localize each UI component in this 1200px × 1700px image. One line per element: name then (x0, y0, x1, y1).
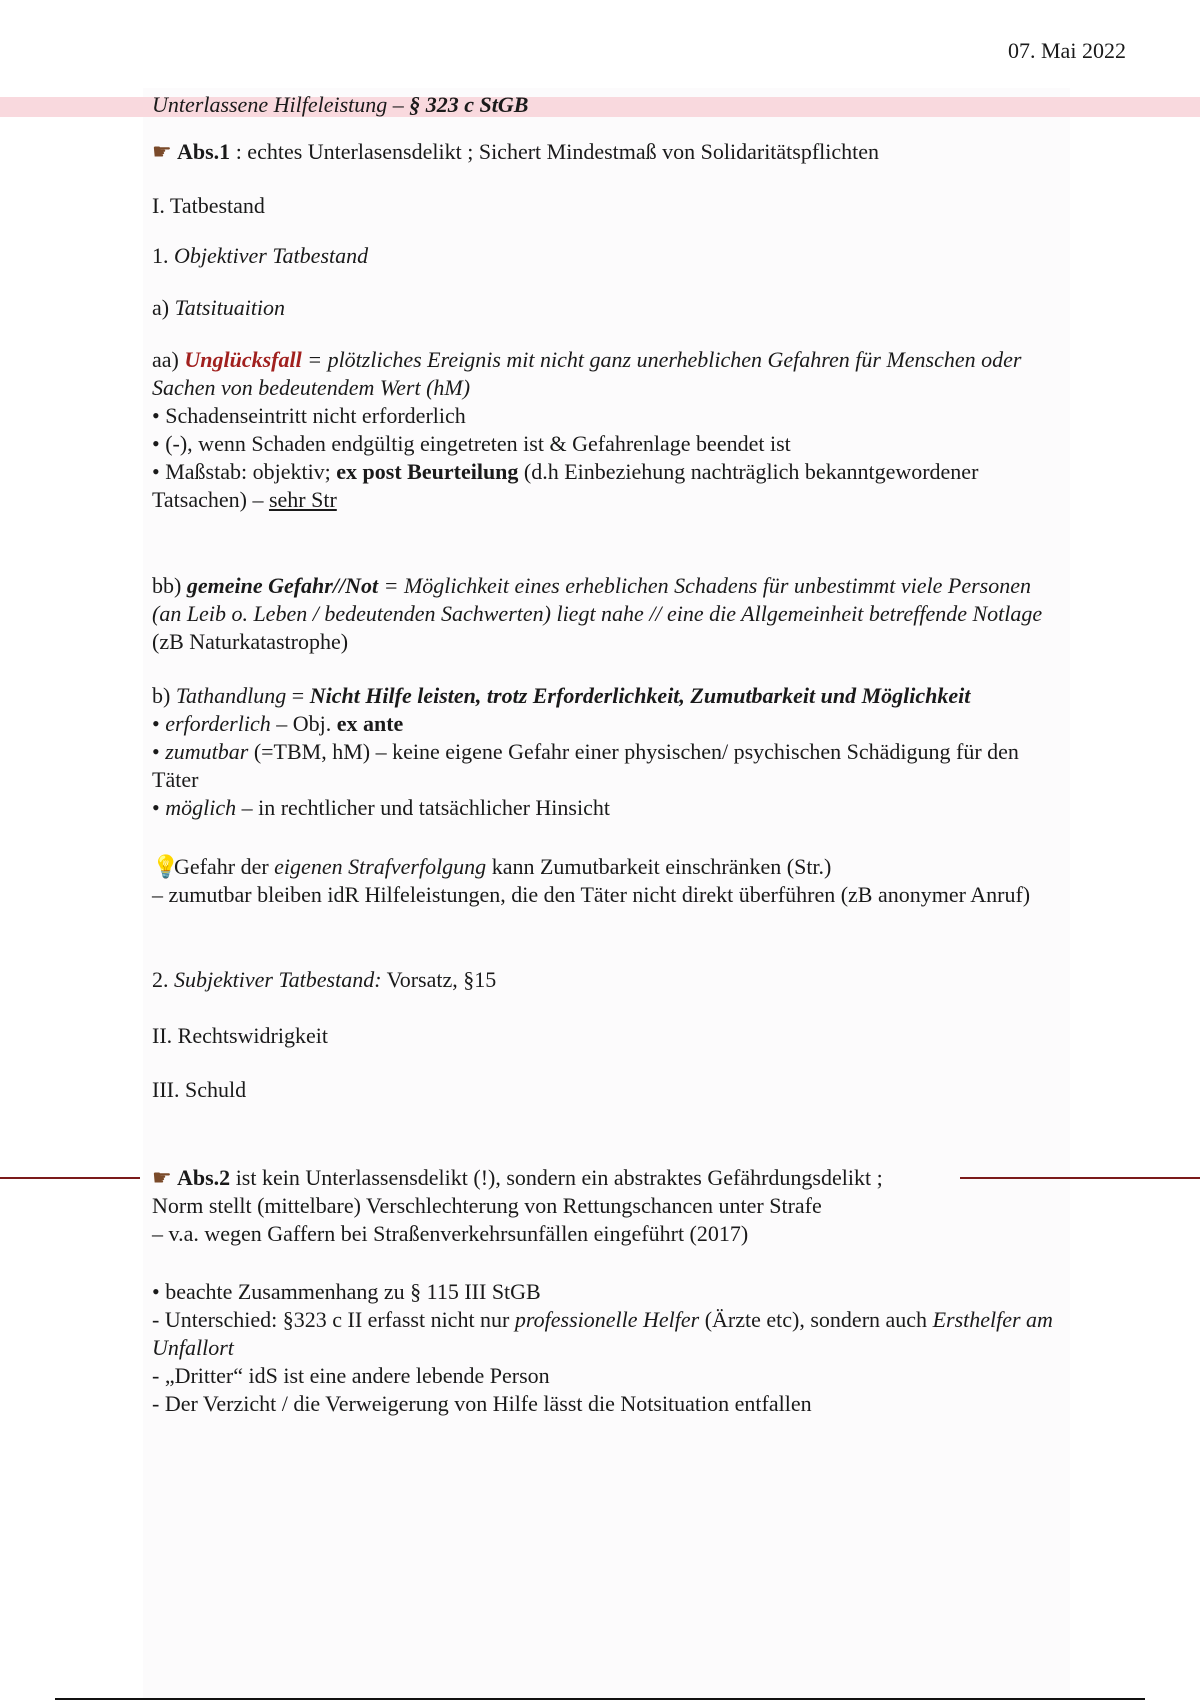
pointing-hand-icon: ☛ (152, 139, 172, 164)
section-tathandlung (152, 682, 1062, 822)
list-item: • möglich – in rechtlicher und tatsächlicher Hinsicht (152, 795, 610, 820)
list-item: • (-), wenn Schaden endgültig eingetreten ist & Gefahrenlage beendet ist (152, 431, 791, 456)
list-item: • Schadenseintritt nicht erforderlich (152, 403, 466, 428)
tip-strafverfolgung: 💡Gefahr der eigenen Strafverfolgung kann Zumutbarkeit einschränken (Str.) – zumutbar bleiben idR Hilfeleistungen, die den Täter nicht direkt überführen (zB anonymer Anruf) (152, 854, 1031, 907)
pointing-hand-icon: ☛ (152, 1165, 172, 1190)
heading-schuld: III. Schuld (152, 1077, 247, 1102)
document-date: 07. Mai 2022 (1008, 38, 1126, 63)
page-title: Unterlassene Hilfeleistung – § 323 c StGB (152, 92, 529, 117)
notes-section (152, 1278, 1062, 1418)
list-item: • beachte Zusammenhang zu § 115 III StGB (152, 1279, 541, 1304)
list-item: - Der Verzicht / die Verweigerung von Hilfe lässt die Notsituation entfallen (152, 1391, 812, 1416)
abs2-section: ☛ Abs.2 ist kein Unterlassensdelikt (!), sondern ein abstraktes Gefährdungsdelikt ; Norm stellt (mittelbare) Verschlechterung von Rettungschancen unter Strafe – v.a. wegen Gaffern bei Straßenverkehrsunfällen eingeführt (2017) (152, 1165, 883, 1246)
heading-objektiver-tatbestand: 1. Objektiver Tatbestand (152, 243, 369, 268)
heading-tatsituation: a) Tatsituaition (152, 295, 286, 320)
list-item: • zumutbar (=TBM, hM) – keine eigene Gefahr einer physischen/ psychischen Schädigung für den Täter (152, 739, 1019, 792)
heading-tatbestand: I. Tatbestand (152, 193, 265, 218)
ungluecksfall-definition: aa) Unglücksfall = plötzliches Ereignis mit nicht ganz unerheblichen Gefahren für Menschen oder Sachen von bedeutendem Wert (hM) (152, 347, 1022, 400)
lightbulb-icon: 💡 (152, 854, 180, 879)
heading-subjektiver-tatbestand: 2. Subjektiver Tatbestand: Vorsatz, §15 (152, 967, 497, 992)
list-item: - Unterschied: §323 c II erfasst nicht nur professionelle Helfer (Ärzte etc), sondern auch Ersthelfer am Unfallort (152, 1307, 1053, 1360)
abs1-line: ☛ Abs.1 : echtes Unterlasensdelikt ; Sichert Mindestmaß von Solidaritätspflichten (152, 139, 880, 164)
section-ungluecksfall (152, 346, 1062, 514)
list-item: • erforderlich – Obj. ex ante (152, 711, 404, 736)
divider-left (0, 1177, 140, 1179)
heading-rechtswidrigkeit: II. Rechtswidrigkeit (152, 1023, 328, 1048)
section-gemeine-gefahr: bb) gemeine Gefahr//Not = Möglichkeit eines erheblichen Schadens für unbestimmt viele Personen (an Leib o. Leben / bedeutenden Sachwerten) liegt nahe // eine die Allgemeinheit betreffende Notlage (zB Naturkatastrophe) (152, 573, 1043, 654)
list-item: - „Dritter“ idS ist eine andere lebende Person (152, 1363, 550, 1388)
tathandlung-definition: b) Tathandlung = Nicht Hilfe leisten, trotz Erforderlichkeit, Zumutbarkeit und Möglichkeit (152, 683, 971, 708)
list-item: • Maßstab: objektiv; ex post Beurteilung (d.h Einbeziehung nachträglich bekanntgewordener Tatsachen) – sehr Str (152, 459, 979, 512)
